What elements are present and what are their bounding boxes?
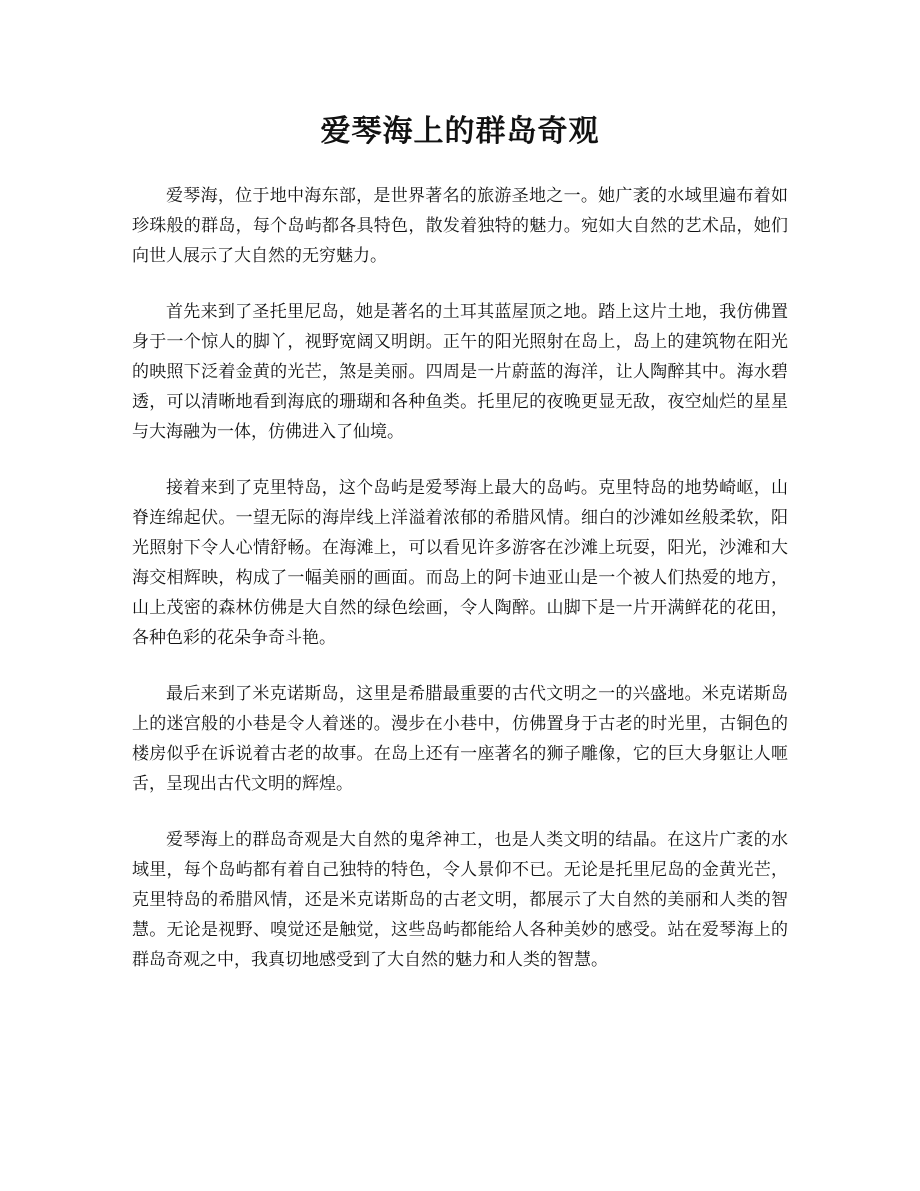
paragraph-5: 爱琴海上的群岛奇观是大自然的鬼斧神工，也是人类文明的结晶。在这片广袤的水域里，每个岛屿都有着自己独特的特色，令人景仰不已。无论是托里尼岛的金黄光芒，克里特岛的希腊风情，还是米克诺斯岛的古老文明，都展示了大自然的美丽和人类的智慧。无论是视野、嗅觉还是触觉，这些岛屿都能给人各种美妙的感受。站在爱琴海上的群岛奇观之中，我真切地感受到了大自然的魅力和人类的智慧。: [132, 830, 788, 970]
paragraph-3: 接着来到了克里特岛，这个岛屿是爱琴海上最大的岛屿。克里特岛的地势崎岖，山脊连绵起伏。一望无际的海岸线上洋溢着浓郁的希腊风情。细白的沙滩如丝般柔软，阳光照射下令人心情舒畅。在海滩上，可以看见许多游客在沙滩上玩耍，阳光，沙滩和大海交相辉映，构成了一幅美丽的画面。而岛上的阿卡迪亚山是一个被人们热爱的地方，山上茂密的森林仿佛是大自然的绿色绘画，令人陶醉。山脚下是一片开满鲜花的花田，各种色彩的花朵争奇斗艳。: [132, 478, 788, 648]
page-title: 爱琴海上的群岛奇观: [320, 114, 600, 149]
article-body: [132, 181, 788, 1001]
paragraph-1: 爱琴海，位于地中海东部，是世界著名的旅游圣地之一。她广袤的水域里遍布着如珍珠般的群岛，每个岛屿都各具特色，散发着独特的魅力。宛如大自然的艺术品，她们向世人展示了大自然的无穷魅力。: [132, 186, 788, 266]
paragraph-2: 首先来到了圣托里尼岛，她是著名的土耳其蓝屋顶之地。踏上这片土地，我仿佛置身于一个惊人的脚丫，视野宽阔又明朗。正午的阳光照射在岛上，岛上的建筑物在阳光的映照下泛着金黄的光芒，煞是美丽。四周是一片蔚蓝的海洋，让人陶醉其中。海水碧透，可以清晰地看到海底的珊瑚和各种鱼类。托里尼的夜晚更显无敌，夜空灿烂的星星与大海融为一体，仿佛进入了仙境。: [132, 302, 788, 442]
paragraph-4: 最后来到了米克诺斯岛，这里是希腊最重要的古代文明之一的兴盛地。米克诺斯岛上的迷宫般的小巷是令人着迷的。漫步在小巷中，仿佛置身于古老的时光里，古铜色的楼房似乎在诉说着古老的故事。在岛上还有一座著名的狮子雕像，它的巨大身躯让人咂舌，呈现出古代文明的辉煌。: [132, 684, 788, 794]
